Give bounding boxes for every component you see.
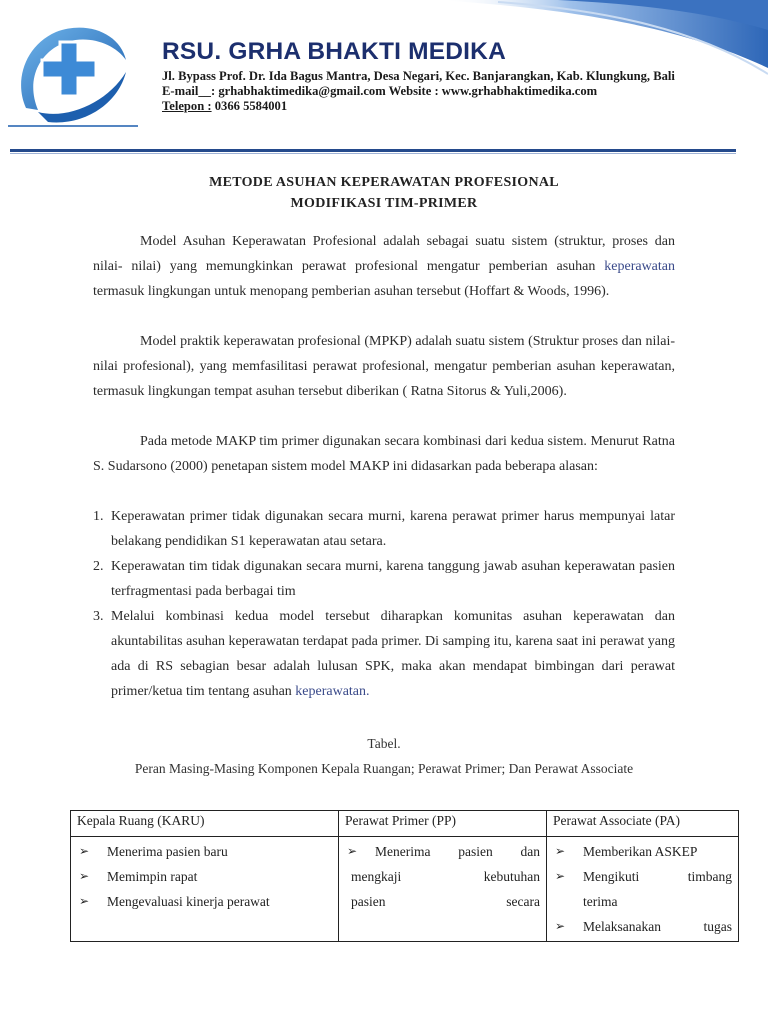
- list-item: [77, 889, 332, 914]
- list-item-number: 1.: [93, 509, 104, 524]
- hospital-address: Jl. Bypass Prof. Dr. Ida Bagus Mantra, Desa Negari, Kec. Banjarangkan, Kab. Klungkung, Bali: [162, 69, 675, 83]
- pa-item-line: Mengikuti timbang: [583, 869, 732, 884]
- hospital-contact-phone: [162, 99, 287, 114]
- phone-value: 0366 5584001: [211, 99, 288, 113]
- list-item-text: Keperawatan primer tidak digunakan secara murni, karena perawat primer harus mempunyai latar belakang pendidikan S1 keperawatan atau setara.: [111, 509, 675, 549]
- pa-cell: [547, 837, 739, 942]
- reasons-list: [93, 504, 675, 704]
- paragraph-3: [93, 429, 675, 479]
- paragraph-2: [93, 329, 675, 404]
- pa-item: Memberikan ASKEP: [583, 844, 698, 859]
- arrow-bullet-icon: ➢: [79, 894, 90, 908]
- karu-item: Mengevaluasi kinerja perawat: [107, 894, 270, 909]
- list-item: [77, 839, 332, 864]
- header-karu: Kepala Ruang (KARU): [71, 811, 339, 837]
- header-pa: Perawat Associate (PA): [547, 811, 739, 837]
- list-item: [93, 604, 675, 704]
- header-divider-thin: [10, 153, 736, 154]
- phone-label: Telepon :: [162, 99, 212, 113]
- arrow-bullet-icon: ➢: [79, 844, 90, 858]
- hospital-logo: [8, 22, 138, 130]
- list-item: [93, 504, 675, 554]
- pa-item-line: Melaksanakan tugas: [583, 919, 732, 934]
- hospital-contact-email: [162, 84, 597, 99]
- table-header-row: [71, 811, 739, 837]
- arrow-bullet-icon: ➢: [347, 844, 358, 858]
- roles-table: [70, 810, 739, 942]
- karu-cell: [71, 837, 339, 942]
- pa-item-line: terima: [583, 894, 618, 909]
- list-item-text: Melalui kombinasi kedua model tersebut diharapkan komunitas asuhan keperawatan dan akuntabilitas asuhan keperawatan terdapat pada primer. Di samping itu, karena saat ini perawat yang ada di RS sebagian besar adalah lulusan SPK, maka akan mendapat bimbingan dari perawat primer/ketua tim tentang asuhan: [111, 609, 675, 699]
- pp-item-line: mengkaji kebutuhan: [351, 869, 540, 884]
- document-title: METODE ASUHAN KEPERAWATAN PROFESIONAL: [209, 175, 559, 190]
- arrow-bullet-icon: ➢: [555, 869, 566, 883]
- table-caption-title: Peran Masing-Masing Komponen Kepala Ruangan; Perawat Primer; Dan Perawat Associate: [134, 761, 634, 776]
- paragraph-1: [93, 229, 675, 304]
- list-item-number: 2.: [93, 559, 104, 574]
- table-caption-label: Tabel.: [367, 736, 401, 751]
- list-item: [345, 839, 540, 864]
- pp-item-line: pasien secara: [351, 894, 540, 909]
- hospital-name: RSU. GRHA BHAKTI MEDIKA: [162, 38, 506, 65]
- table-row: [71, 837, 739, 942]
- arrow-bullet-icon: ➢: [555, 919, 566, 933]
- pp-item-line: Menerima pasien dan: [375, 844, 540, 859]
- paragraph-1-text-a: Model Asuhan Keperawatan Profesional adalah sebagai suatu sistem (struktur, proses dan nilai- nilai) yang memungkinkan perawat profesional mengatur pemberian asuhan: [93, 234, 675, 274]
- header-divider: [10, 149, 736, 152]
- list-item: [93, 554, 675, 604]
- list-item-highlight: keperawatan.: [295, 684, 370, 699]
- arrow-bullet-icon: ➢: [79, 869, 90, 883]
- list-item: [553, 839, 732, 864]
- list-item: [553, 864, 732, 914]
- email-label: E-mail__:: [162, 84, 216, 98]
- pp-cell: [339, 837, 547, 942]
- paragraph-1-highlight: keperawatan: [604, 259, 675, 274]
- paragraph-2-text: Model praktik keperawatan profesional (MPKP) adalah suatu sistem (Struktur proses dan nilai-nilai profesional), yang memfasilitasi perawat profesional, mengatur pemberian asuhan keperawatan, termasuk lingkungan tempat asuhan tersebut diberikan ( Ratna Sitorus & Yuli,2006).: [93, 334, 675, 399]
- karu-item: Memimpin rapat: [107, 869, 198, 884]
- document-subtitle: MODIFIKASI TIM-PRIMER: [290, 196, 478, 211]
- karu-item: Menerima pasien baru: [107, 844, 228, 859]
- paragraph-3-text: Pada metode MAKP tim primer digunakan secara kombinasi dari kedua sistem. Menurut Ratna S. Sudarsono (2000) penetapan sistem model MAKP ini didasarkan pada beberapa alasan:: [93, 434, 675, 474]
- header-pp: Perawat Primer (PP): [339, 811, 547, 837]
- list-item-text: Keperawatan tim tidak digunakan secara murni, karena tanggung jawab asuhan keperawatan pasien terfragmentasi pada berbagai tim: [111, 559, 675, 599]
- list-item-number: 3.: [93, 609, 104, 624]
- email-website: grhabhaktimedika@gmail.com Website : www.grhabhaktimedika.com: [215, 84, 598, 98]
- arrow-bullet-icon: ➢: [555, 844, 566, 858]
- paragraph-1-text-b: termasuk lingkungan untuk menopang pemberian asuhan tersebut (Hoffart & Woods, 1996).: [93, 284, 610, 299]
- list-item: [553, 914, 732, 939]
- list-item: [77, 864, 332, 889]
